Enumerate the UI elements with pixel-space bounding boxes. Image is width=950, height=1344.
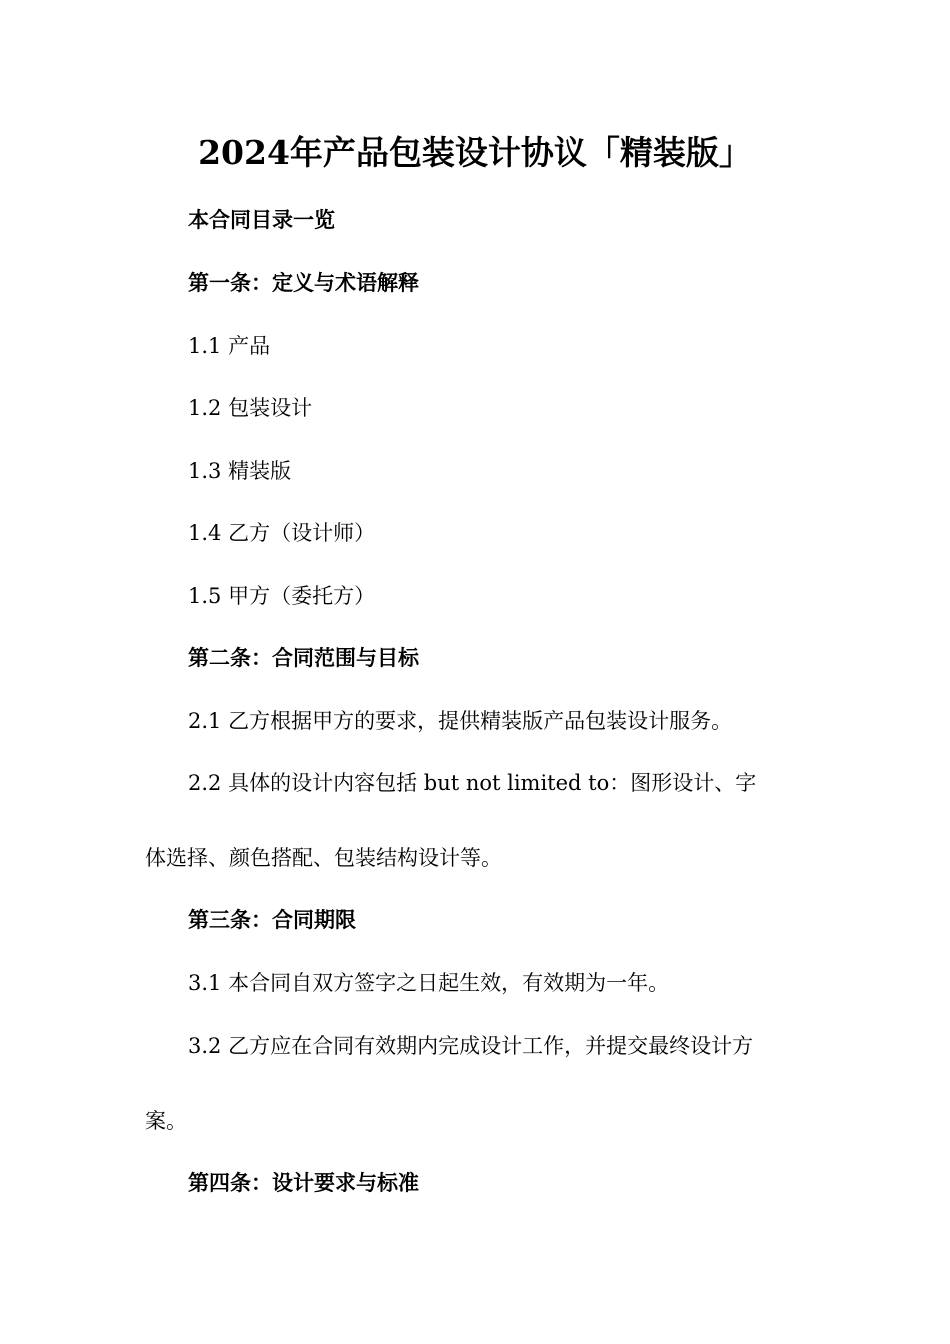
article-2-heading: 第二条：合同范围与目标 — [188, 645, 419, 670]
article-1-item: 1.1 产品 — [188, 334, 271, 358]
article-3-heading: 第三条：合同期限 — [188, 907, 356, 932]
article-1-item: 1.3 精装版 — [188, 459, 292, 483]
article-1-item: 1.5 甲方（委托方） — [188, 584, 376, 608]
article-2-item-1: 2.1 乙方根据甲方的要求，提供精装版产品包装设计服务。 — [188, 709, 733, 733]
article-2-item-2-line-1: 2.2 具体的设计内容包括 but not limited to：图形设计、字 — [188, 771, 757, 795]
document-title: 2024年产品包装设计协议「精装版」 — [198, 133, 752, 172]
article-3-item-2-line-1: 3.2 乙方应在合同有效期内完成设计工作，并提交最终设计方 — [188, 1034, 754, 1058]
article-2-item-2-line-2: 体选择、颜色搭配、包装结构设计等。 — [145, 846, 502, 870]
article-3-item-1: 3.1 本合同自双方签字之日起生效，有效期为一年。 — [188, 971, 670, 995]
article-4-heading: 第四条：设计要求与标准 — [188, 1170, 419, 1195]
article-1-item: 1.2 包装设计 — [188, 396, 313, 420]
toc-heading: 本合同目录一览 — [188, 207, 335, 232]
article-3-item-2-line-2: 案。 — [145, 1109, 187, 1133]
article-1-item: 1.4 乙方（设计师） — [188, 521, 376, 545]
article-1-heading: 第一条：定义与术语解释 — [188, 270, 419, 295]
